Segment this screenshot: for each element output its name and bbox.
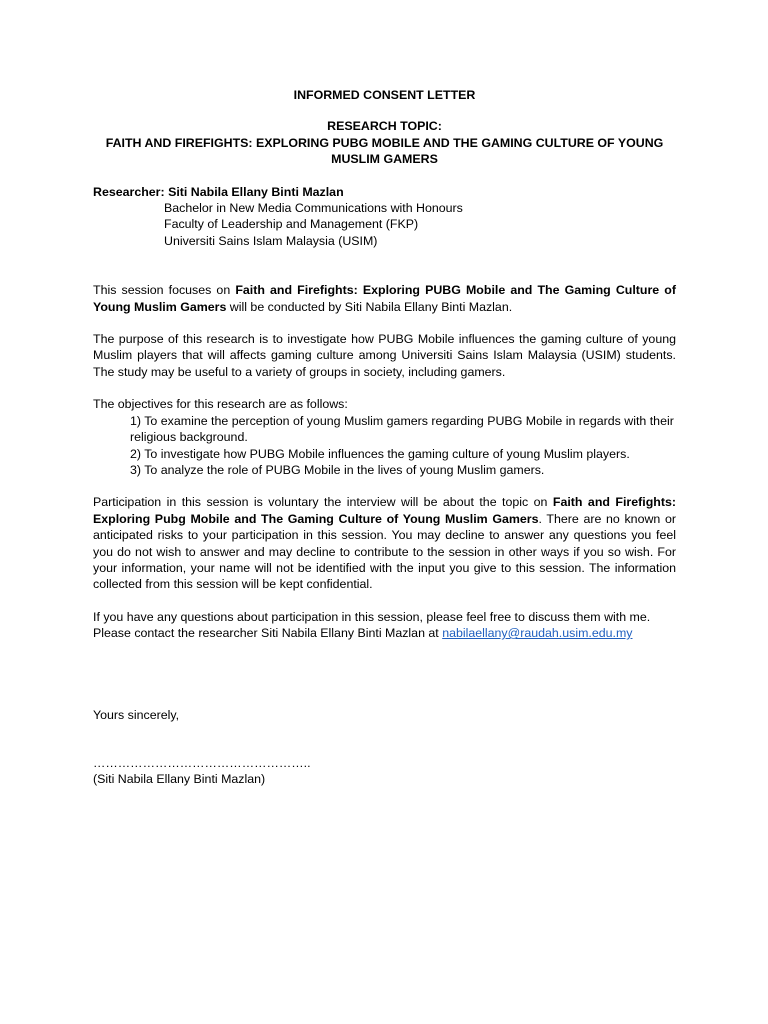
signatory-name: (Siti Nabila Ellany Binti Mazlan): [93, 772, 266, 787]
participation-paragraph: [93, 494, 676, 592]
objective-item-3: 3) To analyze the role of PUBG Mobile in the lives of young Muslim gamers.: [130, 462, 545, 477]
contact-line-2: [93, 625, 676, 641]
objective-item-1: 1) To examine the perception of young Muslim gamers regarding PUBG Mobile in regards with their religious background.: [130, 413, 674, 445]
letter-title: INFORMED CONSENT LETTER: [293, 88, 476, 102]
topic-label: RESEARCH TOPIC:: [327, 119, 442, 134]
signature-line: ……………………………………………..: [93, 755, 311, 770]
participation-topic-bold: Faith and Firefights: Exploring Pubg Mobile and The Gaming Culture of Young Muslim Gamers: [93, 495, 676, 526]
research-topic: [93, 118, 676, 167]
contact-line-1: If you have any questions about participation in this session, please feel free to discuss them with me.: [93, 609, 651, 624]
purpose-paragraph: The purpose of this research is to investigate how PUBG Mobile influences the gaming culture of young Muslim players that will affects gaming culture among Universiti Sains Islam Malaysia (USIM) students. The study may be useful to a variety of groups in society, including gamers.: [93, 332, 676, 379]
objective-item-2: 2) To investigate how PUBG Mobile influences the gaming culture of young Muslim players.: [130, 446, 630, 461]
objectives-list: [93, 413, 676, 479]
topic-line-2: MUSLIM GAMERS: [331, 152, 438, 167]
researcher-university: Universiti Sains Islam Malaysia (USIM): [164, 233, 378, 248]
researcher-email-link[interactable]: nabilaellany@raudah.usim.edu.my: [442, 626, 633, 641]
participation-prefix: Participation in this session is voluntary the interview will be about the topic on: [93, 495, 553, 510]
researcher-info: [93, 184, 676, 250]
session-topic-bold: Faith and Firefights: Exploring PUBG Mobile and The Gaming Culture of Young Muslim Gamers: [93, 283, 676, 314]
session-prefix: This session focuses on: [93, 283, 236, 298]
contact-prefix: Please contact the researcher Siti Nabila Ellany Binti Mazlan at: [93, 626, 443, 641]
contact-paragraph: [93, 609, 676, 642]
objectives-intro: The objectives for this research are as follows:: [93, 397, 348, 412]
signature-block: [93, 755, 676, 788]
session-paragraph: [93, 282, 676, 315]
participation-suffix: . There are no known or anticipated risks to your participation in this session. You may decline to answer any questions you feel you do not wish to answer and may decline to contribute to the session in other ways if you so wish. For your information, your name will not be identified with the input you give to this session. The information collected from this session will be kept confidential.: [93, 511, 676, 592]
objectives-section: [93, 396, 676, 478]
session-suffix: will be conducted by Siti Nabila Ellany Binti Mazlan.: [226, 299, 513, 314]
researcher-faculty: Faculty of Leadership and Management (FKP): [164, 217, 419, 232]
consent-letter: [93, 85, 676, 788]
closing-salutation: Yours sincerely,: [93, 707, 180, 722]
researcher-degree: Bachelor in New Media Communications with Honours: [164, 201, 463, 216]
topic-line-1: FAITH AND FIREFIGHTS: EXPLORING PUBG MOBILE AND THE GAMING CULTURE OF YOUNG: [105, 135, 664, 150]
researcher-name: Researcher: Siti Nabila Ellany Binti Mazlan: [93, 184, 344, 199]
